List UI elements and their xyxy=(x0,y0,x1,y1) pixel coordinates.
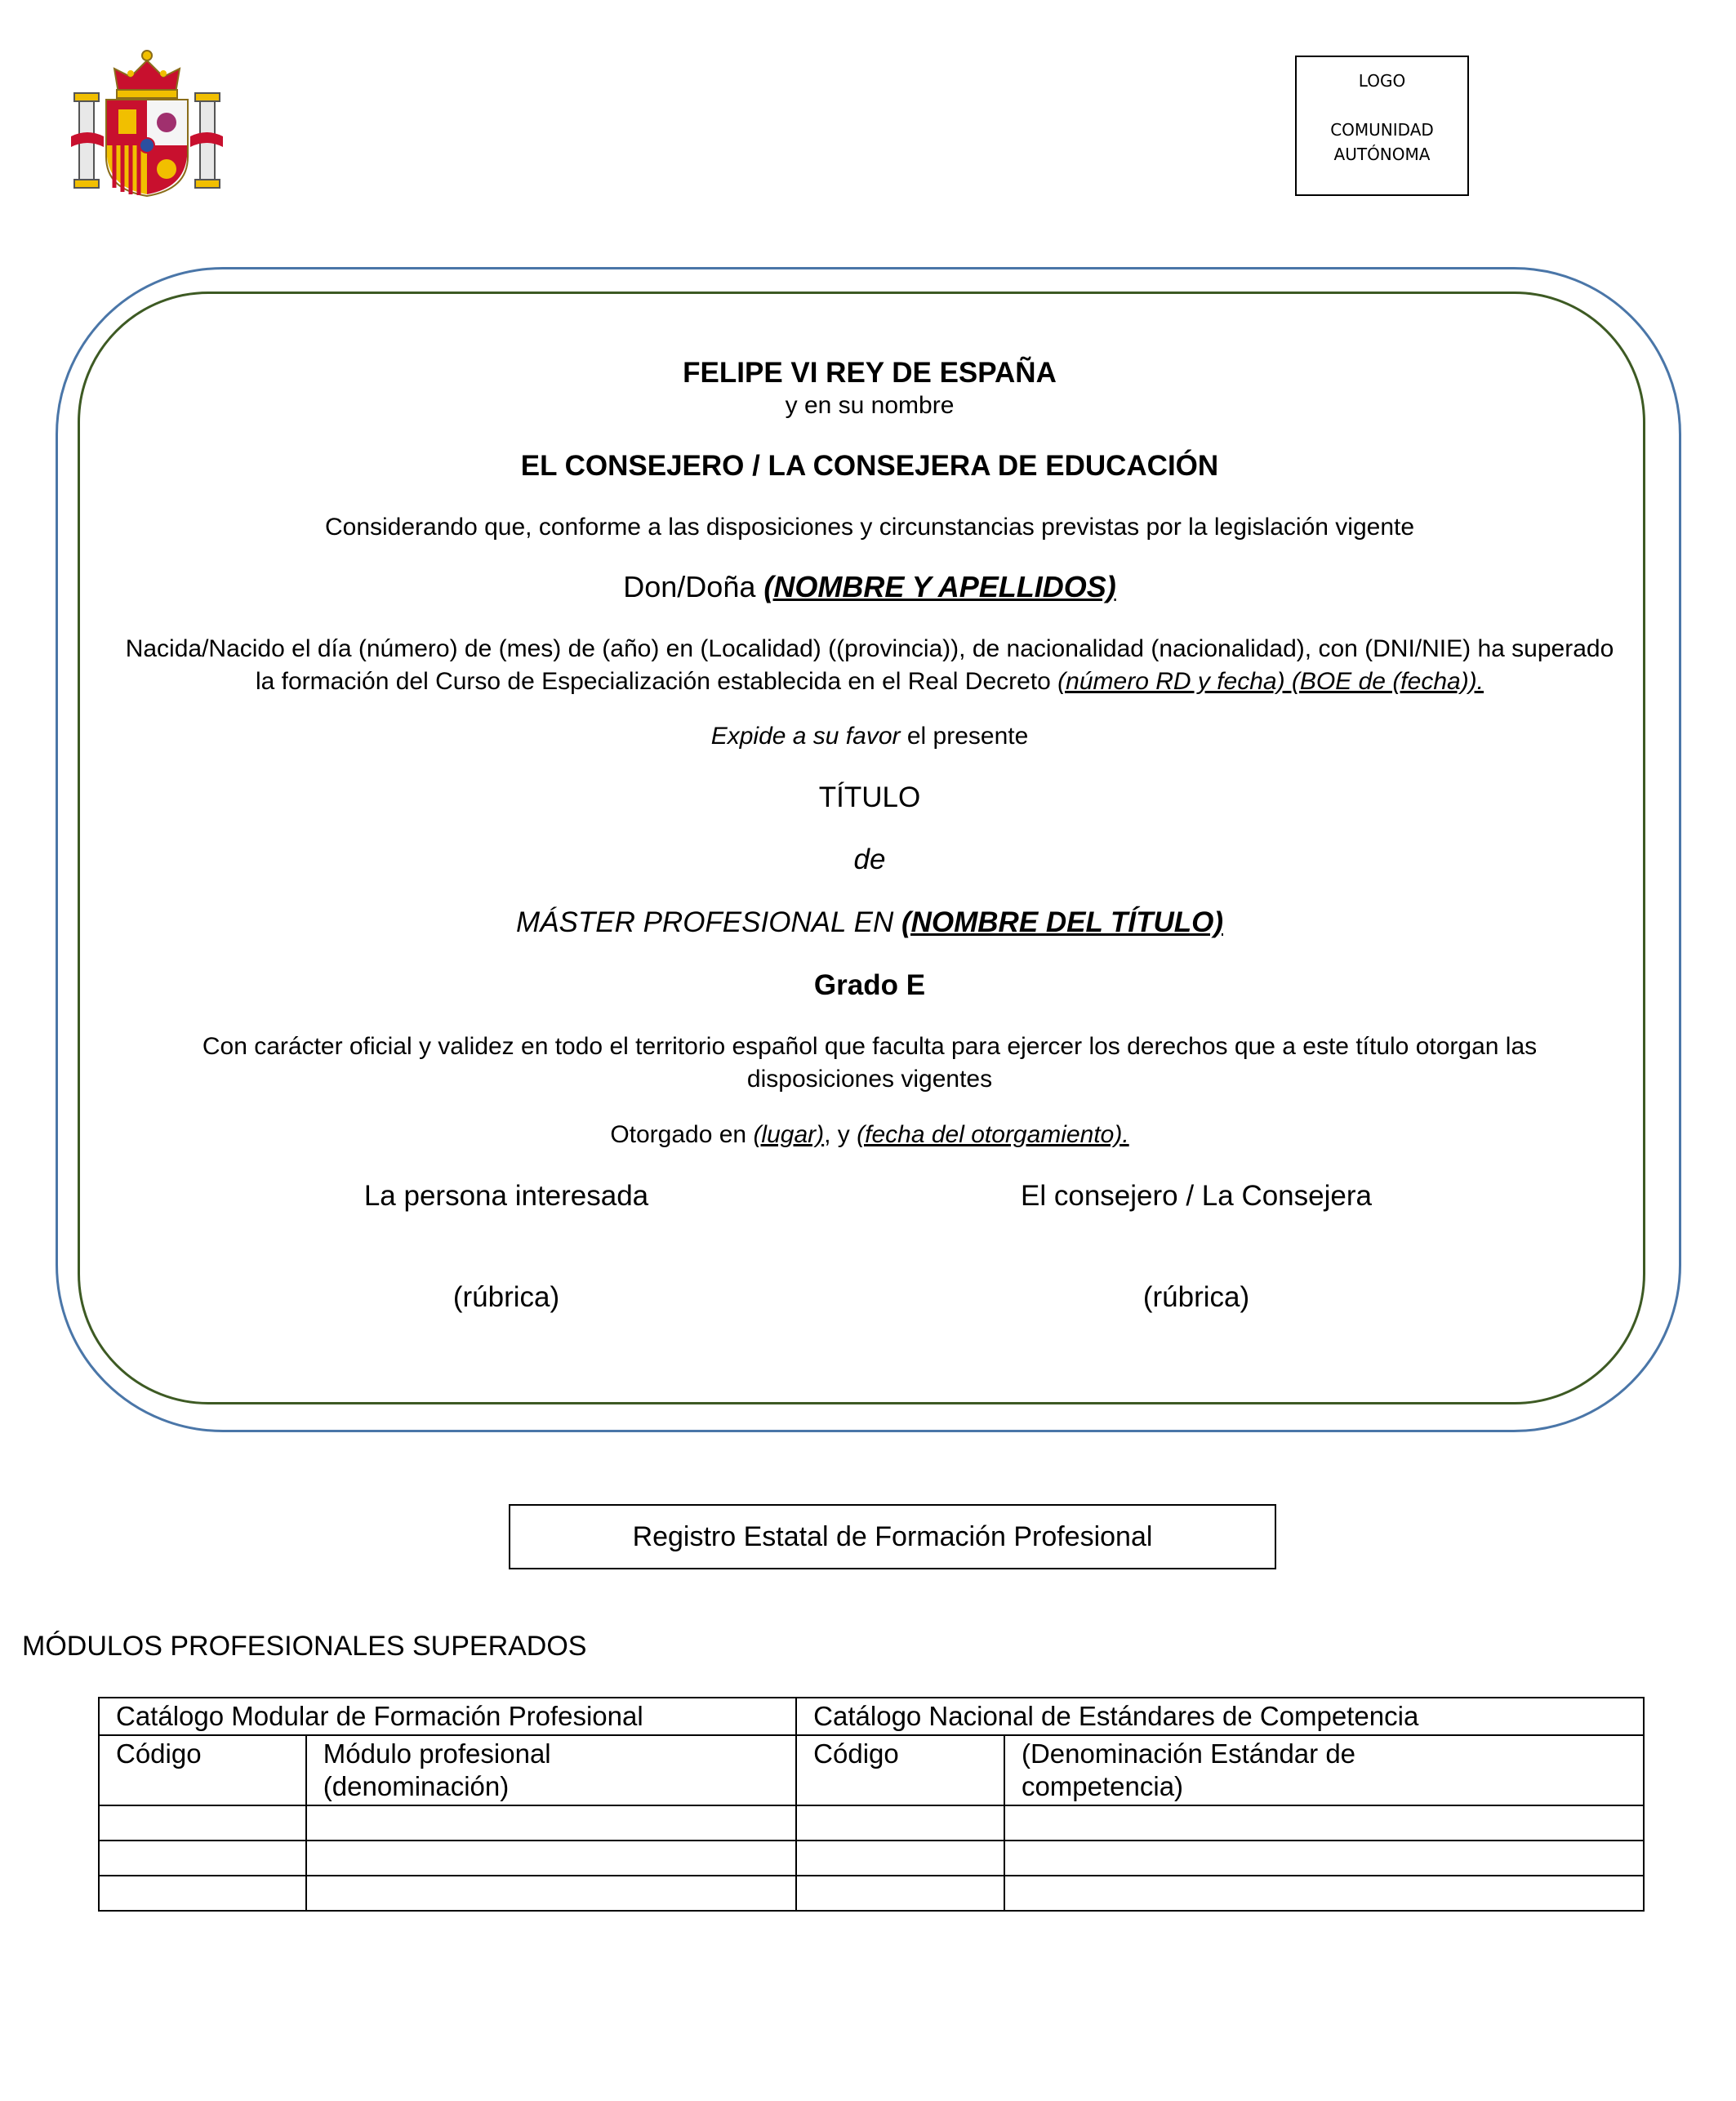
granted-place: (lugar) xyxy=(753,1121,825,1148)
crown-icon xyxy=(114,51,180,98)
col-header-standard-line1: (Denominación Estándar de xyxy=(1021,1738,1356,1769)
table-cell[interactable] xyxy=(99,1876,306,1911)
col-header-code-1: Código xyxy=(99,1735,306,1805)
registry-box: Registro Estatal de Formación Profesional xyxy=(509,1504,1276,1569)
signature-right-rubric: (rúbrica) xyxy=(1142,1281,1250,1313)
table-cell[interactable] xyxy=(796,1841,1004,1876)
birth-text: Nacida/Nacido el día (número) de (mes) de (año) en (Localidad) ((provincia)), de nacionalidad (nacionalidad), con (DNI/NIE) ha superado la formación del Curso de Especialización establecida en el Real Decreto xyxy=(125,635,1614,695)
granted-prefix: Otorgado en xyxy=(610,1121,754,1148)
master-line xyxy=(98,906,1641,939)
granted-date: (fecha del otorgamiento). xyxy=(857,1121,1129,1148)
signature-left-rubric: (rúbrica) xyxy=(452,1281,560,1313)
titulo-heading: TÍTULO xyxy=(818,781,921,813)
pillar-right-icon xyxy=(190,93,223,188)
col-header-standard xyxy=(1004,1735,1644,1805)
de-line: de xyxy=(853,844,886,875)
table-group-row xyxy=(99,1698,1644,1735)
birth-paragraph xyxy=(122,633,1617,698)
table-cell[interactable] xyxy=(796,1805,1004,1841)
in-his-name-line: y en su nombre xyxy=(785,392,955,419)
coat-of-arms-spain xyxy=(69,42,225,198)
holder-name-placeholder: (NOMBRE Y APELLIDOS) xyxy=(763,570,1116,603)
table-row xyxy=(99,1841,1644,1876)
master-prefix: MÁSTER PROFESIONAL EN xyxy=(516,906,901,938)
group-header-modular: Catálogo Modular de Formación Profesional xyxy=(99,1698,796,1735)
granted-line xyxy=(98,1121,1641,1149)
table-row xyxy=(99,1805,1644,1841)
validity-paragraph: Con carácter oficial y validez en todo el territorio español que faculta para ejercer los derechos que a este título otorgan las disposiciones vigentes xyxy=(202,1033,1538,1093)
expide-rest: el presente xyxy=(900,723,1029,750)
table-cell[interactable] xyxy=(99,1805,306,1841)
col-header-code-2: Código xyxy=(796,1735,1004,1805)
pillar-left-icon xyxy=(71,93,104,188)
logo-region-line1: COMUNIDAD xyxy=(1330,120,1434,140)
modules-heading: MÓDULOS PROFESIONALES SUPERADOS xyxy=(22,1631,587,1662)
signature-right-label: El consejero / La Consejera xyxy=(1021,1180,1372,1212)
shield-icon xyxy=(106,100,188,196)
table-header-row xyxy=(99,1735,1644,1805)
col-header-module-line1: Módulo profesional xyxy=(323,1738,551,1769)
col-header-module xyxy=(306,1735,796,1805)
table-cell[interactable] xyxy=(1004,1841,1644,1876)
holder-prefix: Don/Doña xyxy=(623,570,764,603)
considering-line: Considerando que, conforme a las disposiciones y circunstancias previstas por la legislación vigente xyxy=(324,514,1415,541)
group-header-standards: Catálogo Nacional de Estándares de Competencia xyxy=(796,1698,1644,1735)
holder-line xyxy=(98,570,1641,604)
table-cell[interactable] xyxy=(306,1805,796,1841)
table-cell[interactable] xyxy=(1004,1876,1644,1911)
logo-placeholder-box xyxy=(1295,56,1469,196)
table-cell[interactable] xyxy=(99,1841,306,1876)
granted-mid: , y xyxy=(824,1121,857,1148)
table-cell[interactable] xyxy=(306,1841,796,1876)
authority-heading: EL CONSEJERO / LA CONSEJERA DE EDUCACIÓN xyxy=(520,450,1219,482)
logo-label: LOGO xyxy=(1358,71,1406,91)
table-cell[interactable] xyxy=(1004,1805,1644,1841)
col-header-standard-line2: competencia) xyxy=(1021,1771,1184,1801)
signature-left-label: La persona interesada xyxy=(363,1180,649,1212)
king-heading: FELIPE VI REY DE ESPAÑA xyxy=(683,357,1057,389)
table-cell[interactable] xyxy=(306,1876,796,1911)
modules-table xyxy=(98,1697,1645,1912)
expide-line xyxy=(98,723,1641,750)
decree-reference: (número RD y fecha) (BOE de (fecha)). xyxy=(1057,668,1485,695)
table-cell[interactable] xyxy=(796,1876,1004,1911)
grade-line: Grado E xyxy=(813,969,926,1001)
expide-italic: Expide a su favor xyxy=(710,723,901,750)
table-row xyxy=(99,1876,1644,1911)
col-header-module-line2: (denominación) xyxy=(323,1771,510,1801)
logo-region-line2: AUTÓNOMA xyxy=(1333,145,1431,164)
title-name-placeholder: (NOMBRE DEL TÍTULO) xyxy=(901,906,1223,938)
